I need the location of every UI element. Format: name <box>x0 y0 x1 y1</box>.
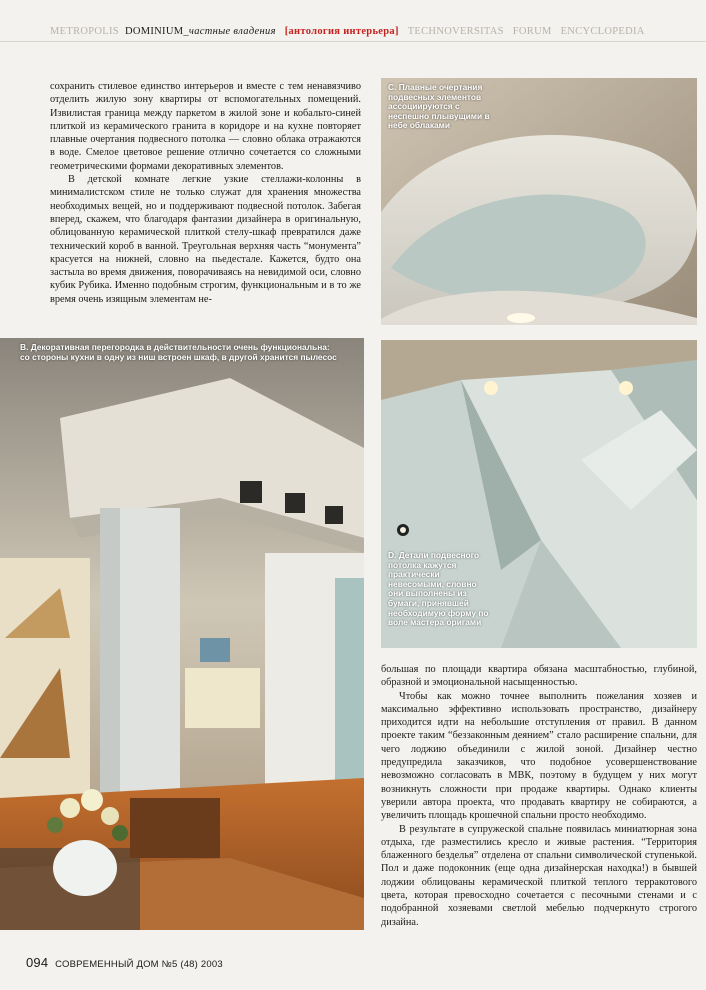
caption-b: B. Декоративная перегородка в действительности очень функциональна: со стороны кухни в одну из ниш встроен шкаф, в другой хранится пылесос <box>20 342 337 362</box>
caption-c: С. Плавные очертания подвесных элементов ассоциируются с неспешно плывущими в небе облаками <box>388 82 490 131</box>
nav-item-private: _частные владения <box>183 26 276 37</box>
paragraph: Чтобы как можно точнее выполнить пожелания хозяев и максимально эффективно использовать пространство, дизайнеру приходится идти на небольшие отступления от правил. В данном проекте таким “беззаконным деянием” стало расширение спальни, для чего лоджию объединили с жилой зоной. Дизайнер честно предупредила заказчиков, что подобное усовершенствование невозможно согласовать в МВК, поэтому в будущем у них могут возникнуть сложности при продаже квартиры. Однако клиенты уверили автора проекта, что продавать квартиру не собираются, а увеличить площадь крошечной спальни просто необходимо. <box>381 690 697 822</box>
page-footer <box>26 955 223 970</box>
nav-item-metropolis[interactable]: METROPOLIS <box>50 26 119 37</box>
section-nav <box>50 26 680 40</box>
paragraph: сохранить стилевое единство интерьеров и вместе с тем ненавязчиво отделить жилую зону квартиры от вспомогательных помещений. Извилистая граница между паркетом в жилой зоне и кобальто-синей плиткой из керамического гранита в коридоре и на кухне повторяет плавные очертания подвесного потолка — словно облака отражаются в воде. Смелое цветовое решение отлично сочетается со сложными геометрическими формами декоративных элементов. <box>50 81 361 172</box>
article-column-1 <box>50 80 361 306</box>
magazine-issue: СОВРЕМЕННЫЙ ДОМ №5 (48) 2003 <box>55 959 223 970</box>
paragraph: большая по площади квартира обязана масштабностью, глубиной, образной и эмоциональной насыщенностью. <box>381 664 697 689</box>
nav-item-dominium[interactable]: DOMINIUM <box>124 26 184 37</box>
nav-item-forum[interactable]: FORUM <box>512 26 552 37</box>
nav-item-technoversitas[interactable]: TECHNOVERSITAS <box>407 26 504 37</box>
page-number: 094 <box>26 955 49 970</box>
nav-item-anthology[interactable]: [антология интерьера] <box>284 26 399 37</box>
paragraph: В результате в супружеской спальне появилась миниатюрная зона отдыха, где разместились кресло и живые растения. “Территория блаженного безделья” отделена от спальни символической ступенькой. Пол и даже подоконник (еще одна дизайнерская находка!) в бывшей лоджии облицованы керамической плиткой теплого терракотового цвета, которая превосходно сочетается с песочными стенами и с подобранной хозяевами светлой мебелью подчеркнуто строгого дизайна. <box>381 823 697 928</box>
photo-partition <box>0 338 364 930</box>
nav-item-encyclopedia[interactable]: ENCYCLOPEDIA <box>560 26 645 37</box>
header-rule <box>0 41 706 42</box>
paragraph: В детской комнате легкие узкие стеллажи-колонны в минималистском стиле не только служат для хранения множества необходимых вещей, но и поддерживают подвесной потолок. Забегая вперед, скажем, что благодаря фантазии дизайнера в оригинальную, облицованную керамической плиткой стелу-шкаф превратился даже технический короб в ванной. Треугольная верхняя часть “монумента” красуется на нижней, словно на пьедестале. Кажется, будто она застыла во время движения, поворачиваясь на невидимой оси, словно кубик Рубика. Именно подобным строгим, функциональным и в то же время очень изящным элементам не- <box>50 174 361 305</box>
article-column-2 <box>381 663 697 929</box>
caption-d: D. Детали подвесного потолка кажутся практически невесомыми, словно они выполнены из бумаги, принявшей необходимую форму по воле мастера оригами <box>388 550 489 628</box>
